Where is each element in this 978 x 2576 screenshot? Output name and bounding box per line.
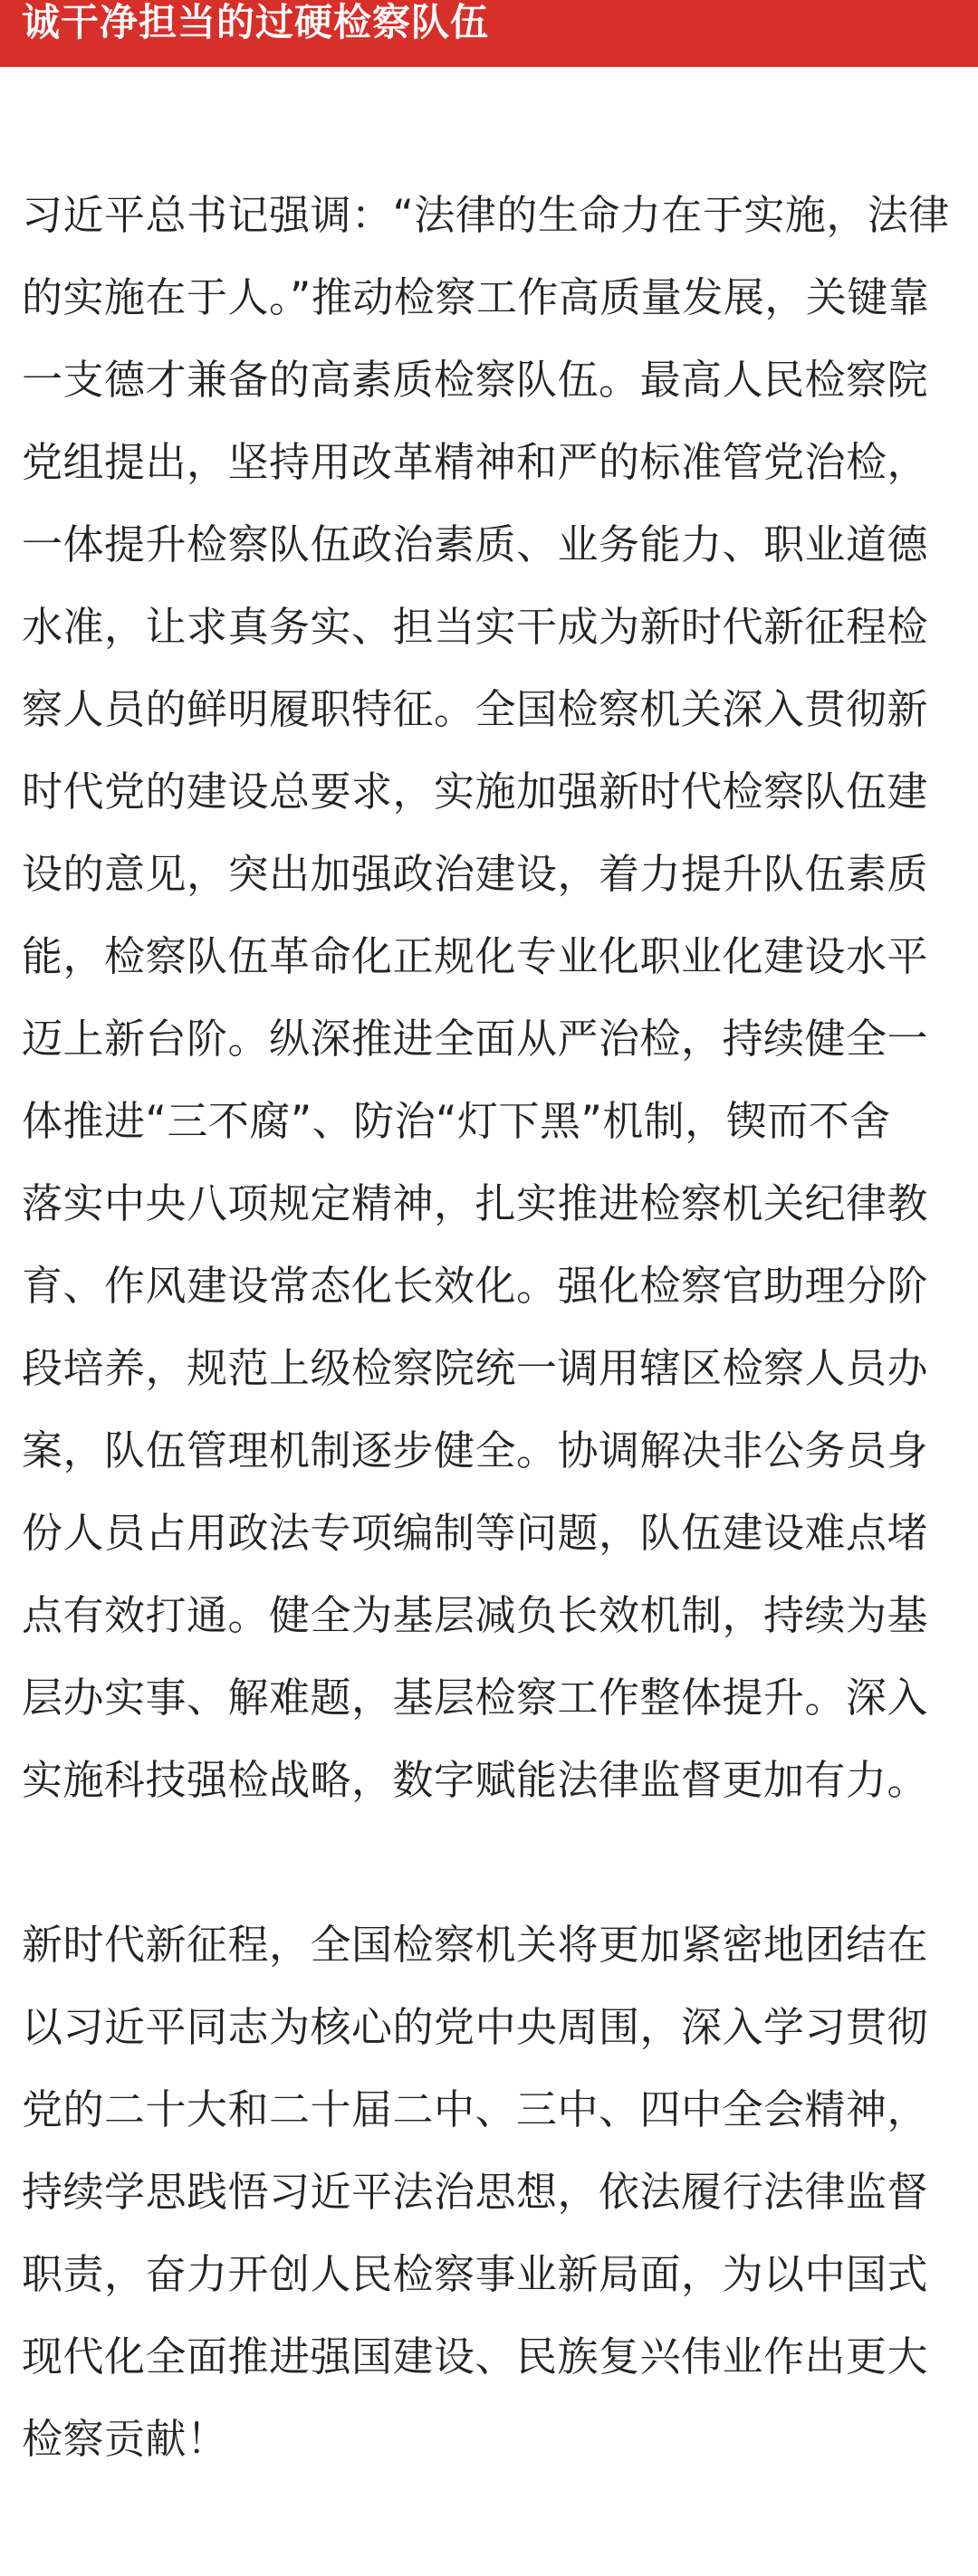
text-line: 的实施在于人。”推动检察工作高质量发展，关键靠	[22, 273, 930, 321]
text-line: 份人员占用政法专项编制等问题，队伍建设难点堵	[22, 1509, 929, 1557]
text-line: 落实中央八项规定精神，扎实推进检察机关纪律教	[22, 1179, 929, 1227]
text-line: 时代党的建设总要求，实施加强新时代检察队伍建	[22, 768, 929, 816]
text-line: 设的意见，突出加强政治建设，着力提升队伍素质	[22, 850, 929, 898]
text-line: 现代化全面推进强国建设、民族复兴伟业作出更大	[22, 2333, 929, 2380]
text-line: 职责，奋力开创人民检察事业新局面，为以中国式	[22, 2250, 929, 2298]
paragraph-gap	[0, 1821, 978, 1903]
text-line: 习近平总书记强调：“法律的生命力在于实施，法律	[22, 191, 950, 239]
article-body	[0, 174, 978, 2480]
text-line: 能，检察队伍革命化正规化专业化职业化建设水平	[22, 932, 929, 980]
text-line: 持续学思践悟习近平法治思想，依法履行法律监督	[22, 2168, 929, 2216]
text-line: 迈上新台阶。纵深推进全面从严治检，持续健全一	[22, 1015, 929, 1063]
header-bar	[0, 0, 978, 67]
text-line: 育、作风建设常态化长效化。强化检察官助理分阶	[22, 1262, 929, 1310]
text-line: 党的二十大和二十届二中、三中、四中全会精神，	[22, 2085, 929, 2133]
text-line: 新时代新征程，全国检察机关将更加紧密地团结在	[22, 1921, 929, 1969]
paragraph-1	[22, 174, 960, 1821]
text-line: 水准，让求真务实、担当实干成为新时代新征程检	[22, 603, 929, 651]
text-line: 一支德才兼备的高素质检察队伍。最高人民检察院	[22, 356, 929, 404]
text-line: 体推进“三不腐”、防治“灯下黑”机制，锲而不舍	[22, 1097, 891, 1145]
text-line: 实施科技强检战略，数字赋能法律监督更加有力。	[22, 1756, 929, 1804]
text-line: 层办实事、解难题，基层检察工作整体提升。深入	[22, 1674, 929, 1722]
text-line: 点有效打通。健全为基层减负长效机制，持续为基	[22, 1591, 929, 1639]
paragraph-2	[22, 1903, 960, 2480]
text-line: 党组提出，坚持用改革精神和严的标准管党治检，	[22, 438, 929, 486]
text-line: 察人员的鲜明履职特征。全国检察机关深入贯彻新	[22, 685, 929, 733]
text-line: 检察贡献！	[22, 2415, 228, 2463]
text-line: 以习近平同志为核心的党中央周围，深入学习贯彻	[22, 2003, 929, 2051]
section-title: 诚干净担当的过硬检察队伍	[22, 0, 490, 44]
text-line: 案，队伍管理机制逐步健全。协调解决非公务员身	[22, 1426, 929, 1474]
text-line: 段培养，规范上级检察院统一调用辖区检察人员办	[22, 1344, 929, 1392]
text-line: 一体提升检察队伍政治素质、业务能力、职业道德	[22, 520, 929, 568]
